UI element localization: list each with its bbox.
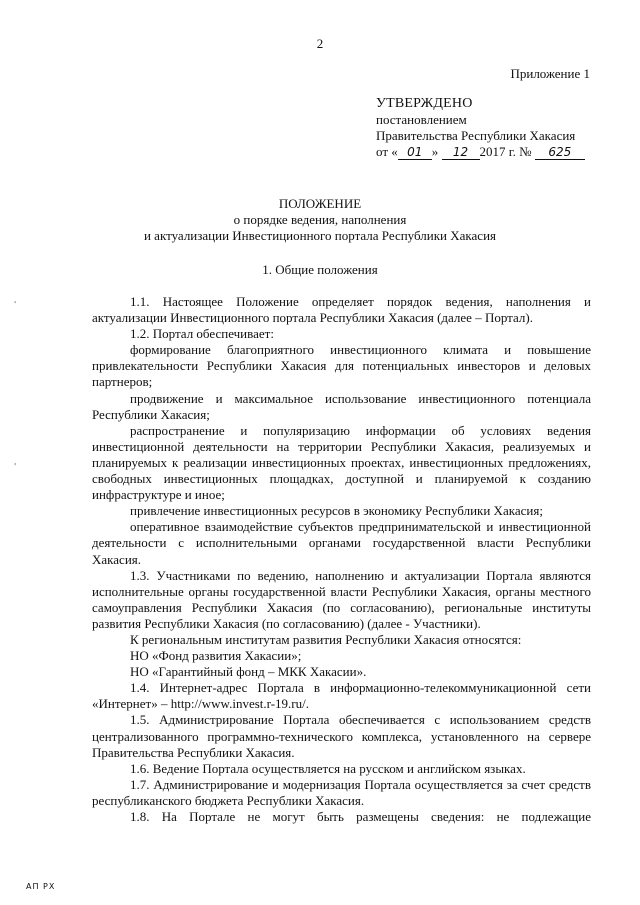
handwritten-month: 12 [442, 146, 480, 160]
scan-tick-mark: ' [14, 462, 17, 471]
footer-code: АП РХ [26, 882, 56, 891]
handwritten-day: 01 [398, 146, 432, 160]
approval-line-2: Правительства Республики Хакасия [376, 128, 576, 143]
date-prefix: от « [376, 144, 398, 159]
date-year: 2017 г. № [479, 144, 532, 159]
title-main: ПОЛОЖЕНИЕ [278, 196, 362, 211]
paragraph-1-6: 1.6. Ведение Портала осуществляется на русском и английском языках. [130, 760, 526, 776]
date-mid: » [431, 144, 439, 159]
title-line-2: о порядке ведения, наполнения [233, 212, 407, 227]
handwritten-number: 625 [535, 146, 585, 160]
scan-tick-mark: ' [14, 300, 17, 309]
approval-stamp-block [376, 96, 606, 160]
paragraph-1-3: 1.3. Участниками по ведению, наполнению и актуализации Портала являются исполнительные органы государственной власти Республики Хакасия, органы местного самоуправления Республики Хакасия (по согласованию), региональные институты развития Республики Хакасия (по согласованию) (далее - Участники). [92, 567, 591, 631]
paragraph-list-item: формирование благоприятного инвестиционного климата и повышение привлекательности Республики Хакасия для потенциальных инвесторов и деловых партнеров; [92, 342, 591, 390]
paragraph-1-1: 1.1. Настоящее Положение определяет порядок ведения, наполнения и актуализации Инвестиционного портала Республики Хакасия (далее – Портал). [92, 294, 591, 326]
paragraph-list-item: оперативное взаимодействие субъектов предпринимательской и инвестиционной деятельности с исполнительными органами государственной власти Республики Хакасия. [92, 519, 591, 567]
section-title: 1. Общие положения [262, 262, 378, 277]
annex-label: Приложение 1 [510, 66, 590, 81]
paragraph-list-item: распространение и популяризацию информации об условиях ведения инвестиционной деятельности на территории Республики Хакасия, реализуемых и планируемых к реализации инвестиционных проектах, инвестиционных предложениях, свободных инвестиционных площадках, доступной и планируемой к созданию инфраструктуре и иное; [92, 422, 591, 503]
paragraph-1-4: 1.4. Интернет-адрес Портала в информационно-телекоммуникационной сети «Интернет» – http://www.invest.r-19.ru/. [92, 680, 591, 712]
document-body [92, 294, 591, 825]
paragraph-1-2: 1.2. Портал обеспечивает: [130, 326, 274, 342]
approval-heading: УТВЕРЖДЕНО [376, 96, 473, 111]
paragraph-institute-item: НО «Фонд развития Хакасии»; [130, 648, 302, 664]
paragraph-list-item: продвижение и максимальное использование инвестиционного потенциала Республики Хакасия; [92, 390, 591, 422]
paragraph-1-8: 1.8. На Портале не могут быть размещены сведения: не подлежащие [130, 809, 591, 824]
paragraph-institute-item: НО «Гарантийный фонд – МКК Хакасии». [130, 664, 367, 680]
document-title [0, 196, 640, 244]
paragraph-list-item: привлечение инвестиционных ресурсов в экономику Республики Хакасия; [130, 503, 543, 519]
approval-date-line [376, 144, 606, 160]
page-number: 2 [316, 36, 324, 51]
approval-line-1: постановлением [376, 112, 467, 127]
paragraph-1-7: 1.7. Администрирование и модернизация Портала осуществляется за счет средств республиканского бюджета Республики Хакасия. [92, 776, 591, 808]
title-line-3: и актуализации Инвестиционного портала Республики Хакасия [143, 228, 497, 243]
paragraph-institutes: К региональным институтам развития Республики Хакасия относятся: [130, 631, 522, 647]
paragraph-1-5: 1.5. Администрирование Портала обеспечивается с использованием средств централизованного программно-технического комплекса, установленного на сервере Правительства Республики Хакасия. [92, 712, 591, 760]
